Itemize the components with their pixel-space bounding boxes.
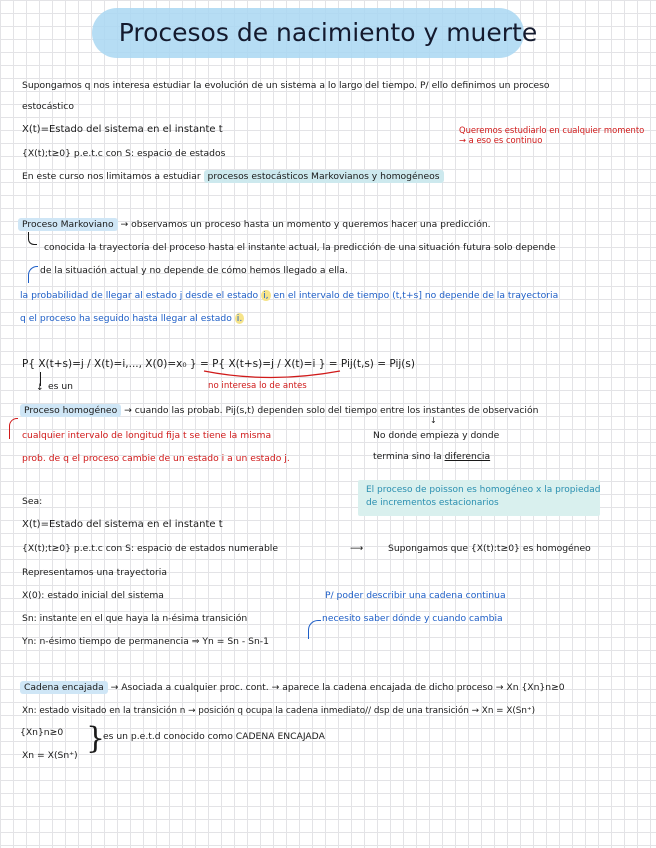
state-i-highlight: i, bbox=[263, 290, 269, 301]
sea-blue-2: necesito saber dónde y cuando cambia bbox=[322, 613, 503, 624]
homog-diferencia: diferencia bbox=[444, 451, 491, 462]
sea-line-1: X(t)=Estado del sistema en el instante t bbox=[22, 519, 223, 530]
markov-label: Proceso Markoviano bbox=[18, 218, 118, 231]
cadena-system-text: es un p.e.t.d conocido como CADENA ENCAJADA bbox=[103, 731, 325, 742]
state-i-highlight-2: i. bbox=[236, 313, 243, 324]
cadena-label: Cadena encajada bbox=[20, 681, 108, 694]
markov-blue-line-1 bbox=[20, 290, 558, 302]
homog-line-1 bbox=[20, 405, 538, 417]
intro-line-4: {X(t);t≥0} p.e.t.c con S: espacio de estados bbox=[22, 148, 226, 159]
homog-right-2 bbox=[373, 451, 490, 463]
formula-left: P{ X(t+s)=j / X(t)=i,..., X(0)=x₀ } bbox=[22, 358, 197, 370]
homog-red-2: prob. de q el proceso cambie de un estado i a un estado j. bbox=[22, 453, 290, 464]
poisson-note-text: El proceso de poisson es homogéneo x la propiedad de incrementos estacionarios bbox=[366, 485, 601, 508]
formula-below-red: no interesa lo de antes bbox=[208, 381, 307, 391]
homog-right-2-text: termina sino la bbox=[373, 451, 442, 462]
sea-line-4: X(0): estado inicial del sistema bbox=[22, 590, 164, 601]
formula-right: = P{ X(t+s)=j / X(t)=i } = Pij(t,s) = Pij(s) bbox=[199, 358, 415, 370]
sea-arrow: ⟶ bbox=[350, 543, 364, 554]
sea-blue-arrow bbox=[308, 620, 321, 639]
cadena-line-1-text: → Asociada a cualquier proc. cont. → aparece la cadena encajada de dicho proceso → Xn {Xn}n≥0 bbox=[110, 682, 565, 693]
intro-line-5 bbox=[22, 171, 444, 183]
markov-blue-line-2 bbox=[20, 313, 244, 325]
markov-blue-1b: en el intervalo de tiempo (t,t+s] no depende de la trayectoria bbox=[273, 290, 559, 301]
formula-below-left: es un bbox=[48, 381, 74, 392]
sea-line-5: Sn: instante en el que haya la n-ésima transición bbox=[22, 613, 248, 624]
markov-line-3: de la situación actual y no depende de cómo hemos llegado a ella. bbox=[40, 265, 348, 276]
intro-line-5-text: En este curso nos limitamos a estudiar bbox=[22, 171, 201, 182]
homog-line-1-text: → cuando las probab. Pij(s,t) dependen solo del tiempo entre los instantes de observación bbox=[124, 405, 539, 416]
sea-line-3: Representamos una trayectoria bbox=[22, 567, 167, 578]
cadena-system-2: Xn = X(Sn⁺) bbox=[22, 750, 78, 761]
intro-line-3: X(t)=Estado del sistema en el instante t bbox=[22, 124, 223, 135]
markov-hook-arrow bbox=[28, 232, 37, 245]
cadena-brace: } bbox=[86, 721, 106, 756]
homog-red-arrow bbox=[9, 418, 18, 439]
markov-blue-arrow bbox=[28, 266, 38, 283]
homog-small-arrow: ↓ bbox=[430, 416, 437, 425]
formula-down-arrow: ↓ bbox=[36, 383, 44, 393]
sea-blue-1: P/ poder describir una cadena continua bbox=[325, 590, 506, 601]
markov-line-1-text: → observamos un proceso hasta un momento y queremos hacer una predicción. bbox=[120, 219, 491, 230]
page-title: Procesos de nacimiento y muerte bbox=[118, 18, 538, 47]
markov-homog-highlight: procesos estocásticos Markovianos y homogéneos bbox=[204, 170, 444, 183]
intro-line-2: estocástico bbox=[22, 101, 74, 112]
homog-red-1: cualquier intervalo de longitud fija t se tiene la misma bbox=[22, 430, 272, 441]
homog-right-1: No donde empieza y donde bbox=[373, 430, 500, 441]
markov-blue-2a: q el proceso ha seguido hasta llegar al estado bbox=[20, 313, 232, 324]
intro-line-1: Supongamos q nos interesa estudiar la evolución de un sistema a lo largo del tiempo. P/ ello definimos un proceso bbox=[22, 80, 550, 91]
cadena-system-1: {Xn}n≥0 bbox=[20, 727, 64, 738]
markov-line-1 bbox=[18, 219, 491, 231]
sea-label: Sea: bbox=[22, 496, 43, 507]
markov-blue-1a: la probabilidad de llegar al estado j desde el estado bbox=[20, 290, 259, 301]
sea-line-2-right: Supongamos que {X(t):t≥0} es homogéneo bbox=[388, 543, 591, 554]
homog-label: Proceso homogéneo bbox=[20, 404, 121, 417]
red-note-continuous: Queremos estudiarlo en cualquier momento → a eso es continuo bbox=[459, 125, 645, 145]
cadena-line-2: Xn: estado visitado en la transición n → posición q ocupa la cadena inmediato// dsp de una transición → Xn = X(Sn⁺) bbox=[22, 706, 536, 716]
sea-line-2: {X(t);t≥0} p.e.t.c con S: espacio de estados numerable bbox=[22, 543, 278, 554]
cadena-line-1 bbox=[20, 682, 565, 694]
sea-line-6: Yn: n-ésimo tiempo de permanencia ⇒ Yn = Sn - Sn-1 bbox=[22, 636, 269, 647]
markov-line-2: conocida la trayectoria del proceso hasta el instante actual, la predicción de una situación futura solo depende bbox=[44, 242, 556, 253]
